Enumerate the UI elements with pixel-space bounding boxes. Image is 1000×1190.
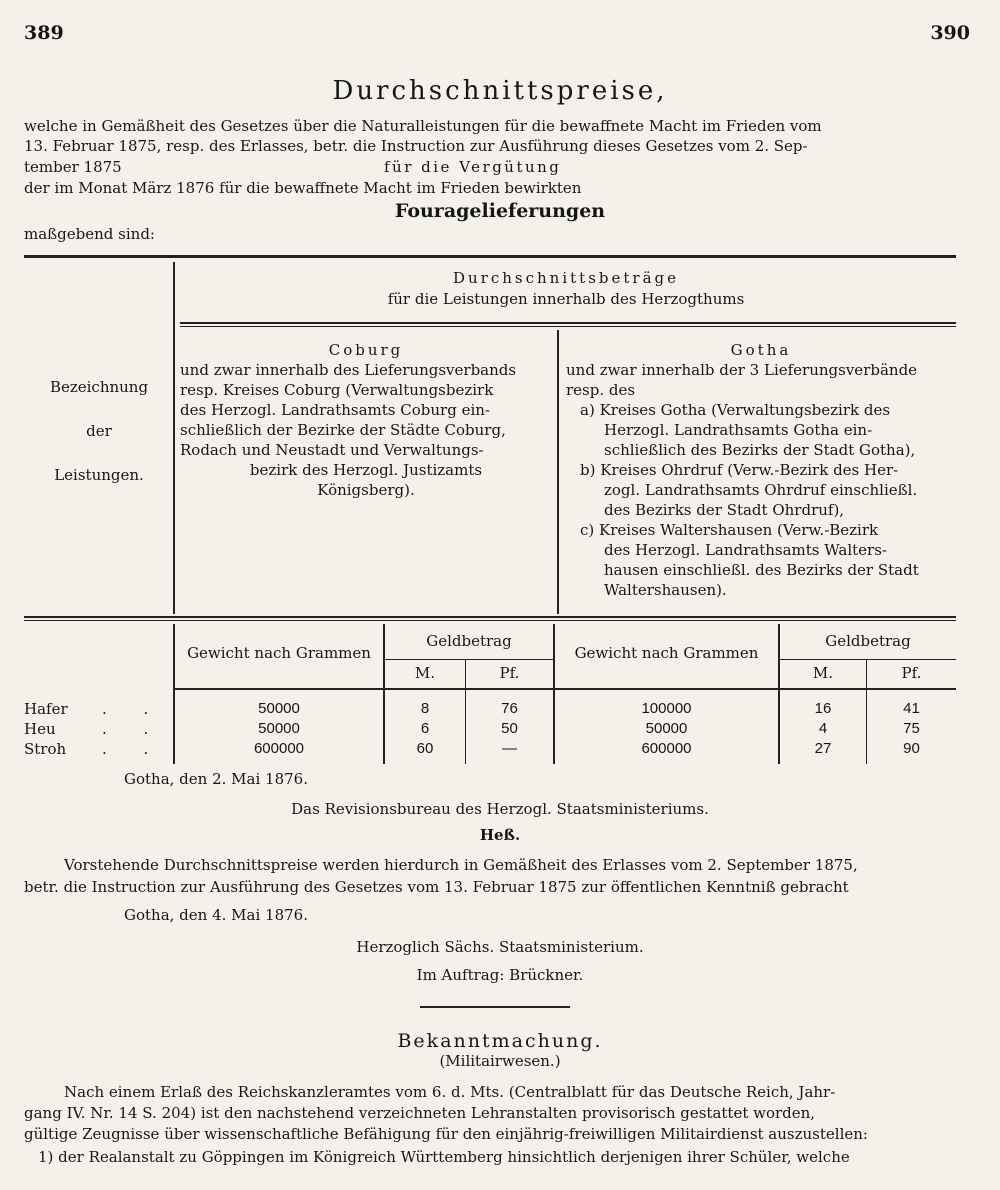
coburg-pf-hafer: 76 <box>501 700 518 717</box>
date-line-2: Gotha, den 4. Mai 1876. <box>124 906 308 924</box>
signature-hess: Heß. <box>479 826 521 844</box>
header-sub-rule <box>180 322 956 324</box>
date-line-1: Gotha, den 2. Mai 1876. <box>124 770 308 788</box>
gotha-line: resp. des <box>566 381 636 399</box>
geld-sub-rule-coburg <box>385 659 553 660</box>
coburg-pf-heu: 50 <box>501 720 518 737</box>
coburg-m-heu: 6 <box>420 720 430 737</box>
bezeichnung-label-3: Leistungen. <box>54 466 144 484</box>
row-label-stroh <box>24 740 174 758</box>
bekanntmachung-line-4: 1) der Realanstalt zu Göppingen im Königreich Württemberg hinsichtlich derjenigen ihrer Schüler, welche <box>38 1148 850 1166</box>
table-main-header <box>176 268 956 310</box>
row-dots: . . <box>102 720 165 738</box>
coburg-m-stroh: 60 <box>416 740 434 757</box>
bezeichnung-label-2: der <box>86 422 112 440</box>
gotha-line: a) Kreises Gotha (Verwaltungsbezirk des <box>580 401 891 419</box>
coburg-pf-stroh: — <box>502 740 517 757</box>
main-header-line-1: Durchschnittsbeträge <box>453 269 679 287</box>
row-label-text: Hafer <box>24 700 68 718</box>
massgebend-text: maßgebend sind: <box>24 225 155 243</box>
row-label-hafer <box>24 700 174 718</box>
row-label-text: Stroh <box>24 740 67 758</box>
gotha-line: des Herzogl. Landrathsamts Walters- <box>604 541 887 559</box>
intro-line-3-center: für die Vergütung <box>384 158 562 176</box>
gotha-pf-heu: 75 <box>903 720 920 737</box>
coburg-gewicht-stroh: 600000 <box>253 740 305 757</box>
row-dots: . . <box>102 740 165 758</box>
coburg-line: resp. Kreises Coburg (Verwaltungsbezirk <box>180 381 494 399</box>
subtitle: Fouragelieferungen <box>394 200 606 222</box>
gotha-line: des Bezirks der Stadt Ohrdruf), <box>604 501 845 519</box>
intro-line-1: welche in Gemäßheit des Gesetzes über die Naturalleistungen für die bewaffnete Macht im Frieden vom <box>24 117 822 135</box>
bezeichnung-label-1: Bezeichnung <box>49 378 149 396</box>
coburg-description <box>180 340 552 500</box>
bekanntmachung-title: Bekanntmachung. <box>397 1030 603 1052</box>
coburg-line: schließlich der Bezirke der Städte Coburg, <box>180 421 506 439</box>
coburg-line: bezirk des Herzogl. Justizamts <box>249 461 483 479</box>
coburg-m-header: M. <box>414 664 436 682</box>
gotha-line: hausen einschließl. des Bezirks der Stadt <box>604 561 919 579</box>
bekanntmachung-line-1: Nach einem Erlaß des Reichskanzleramtes vom 6. d. Mts. (Centralblatt für das Deutsche Reich, Jahr- <box>64 1083 836 1101</box>
footer-text-1: Vorstehende Durchschnittspreise werden hierdurch in Gemäßheit des Erlasses vom 2. September 1875, <box>64 856 858 874</box>
bekanntmachung-line-3: gültige Zeugnisse über wissenschaftliche Befähigung für den einjährig-freiwilligen Militairdienst auszustellen: <box>24 1125 868 1143</box>
gotha-line: c) Kreises Waltershausen (Verw.-Bezirk <box>580 521 879 539</box>
intro-line-3-left: tember 1875 <box>24 158 122 176</box>
table-mid-rule <box>24 616 956 618</box>
section-divider <box>420 1006 570 1008</box>
coburg-line: des Herzogl. Landrathsamts Coburg ein- <box>180 401 490 419</box>
coburg-head: Coburg <box>328 341 404 359</box>
gotha-line: b) Kreises Ohrdruf (Verw.-Bezirk des Her- <box>580 461 899 479</box>
gotha-pf-hafer: 41 <box>903 700 920 717</box>
gotha-line: und zwar innerhalb der 3 Lieferungsverbände <box>566 361 918 379</box>
ministry-line: Herzoglich Sächs. Staatsministerium. <box>356 938 644 956</box>
header-sub-rule-2 <box>180 326 956 327</box>
gotha-line: zogl. Landrathsamts Ohrdruf einschließl. <box>604 481 918 499</box>
row-label-text: Heu <box>24 720 56 738</box>
coburg-line: Rodach und Neustadt und Verwaltungs- <box>180 441 484 459</box>
row-label-heu <box>24 720 174 738</box>
coburg-gewicht-heu: 50000 <box>258 720 300 737</box>
bekanntmachung-line-2: gang IV. Nr. 14 S. 204) ist den nachstehend verzeichneten Lehranstalten provisorisch gestattet worden, <box>24 1104 816 1122</box>
bureau-line: Das Revisionsbureau des Herzogl. Staatsministeriums. <box>291 800 709 818</box>
auftrag-line: Im Auftrag: Brückner. <box>416 966 584 984</box>
footer-text-2: betr. die Instruction zur Ausführung des Gesetzes vom 13. Februar 1875 zur öffentlichen Kenntniß gebracht <box>24 878 849 896</box>
intro-line-3 <box>24 157 954 178</box>
bekanntmachung-subtitle: (Militairwesen.) <box>439 1052 561 1070</box>
page-title: Durchschnittspreise, <box>332 76 668 106</box>
coburg-gewicht-header: Gewicht nach Grammen <box>187 644 371 662</box>
table-vertical-middle <box>557 330 559 614</box>
gotha-description <box>566 340 956 600</box>
coburg-line: und zwar innerhalb des Lieferungsverbands <box>180 361 517 379</box>
table-top-rule <box>24 255 956 258</box>
geld-sub-rule-gotha <box>780 659 956 660</box>
row-dots: . . <box>102 700 165 718</box>
gotha-m-stroh: 27 <box>814 740 832 757</box>
colhead-bottom-rule <box>175 688 956 690</box>
coburg-pf-header: Pf. <box>499 664 520 682</box>
gotha-m-header: M. <box>812 664 834 682</box>
coburg-geldbetrag-header: Geldbetrag <box>426 632 512 650</box>
gotha-gewicht-heu: 50000 <box>645 720 688 737</box>
gotha-gewicht-header: Gewicht nach Grammen <box>574 644 759 662</box>
gotha-m-hafer: 16 <box>814 700 832 717</box>
gotha-line: schließlich des Bezirks der Stadt Gotha), <box>604 441 916 459</box>
coburg-line: Königsberg). <box>317 481 415 499</box>
gotha-gewicht-hafer: 100000 <box>641 700 692 717</box>
gotha-head: Gotha <box>730 341 792 359</box>
coburg-gewicht-hafer: 50000 <box>258 700 300 717</box>
page-number-right: 390 <box>930 22 970 44</box>
gotha-pf-header: Pf. <box>901 664 922 682</box>
gotha-pf-stroh: 90 <box>903 740 920 757</box>
table-mid-rule-2 <box>24 620 956 621</box>
gotha-geldbetrag-header: Geldbetrag <box>825 632 911 650</box>
intro-line-4: der im Monat März 1876 für die bewaffnete Macht im Frieden bewirkten <box>24 179 582 197</box>
gotha-line: Herzogl. Landrathsamts Gotha ein- <box>604 421 873 439</box>
page-number-left: 389 <box>24 22 64 44</box>
main-header-line-2: für die Leistungen innerhalb des Herzogthums <box>387 290 745 308</box>
intro-line-2: 13. Februar 1875, resp. des Erlasses, betr. die Instruction zur Ausführung dieses Gesetzes vom 2. Sep- <box>24 137 808 155</box>
gotha-gewicht-stroh: 600000 <box>641 740 692 757</box>
gotha-line: Waltershausen). <box>604 581 727 599</box>
coburg-m-hafer: 8 <box>420 700 430 717</box>
gotha-m-heu: 4 <box>818 720 828 737</box>
